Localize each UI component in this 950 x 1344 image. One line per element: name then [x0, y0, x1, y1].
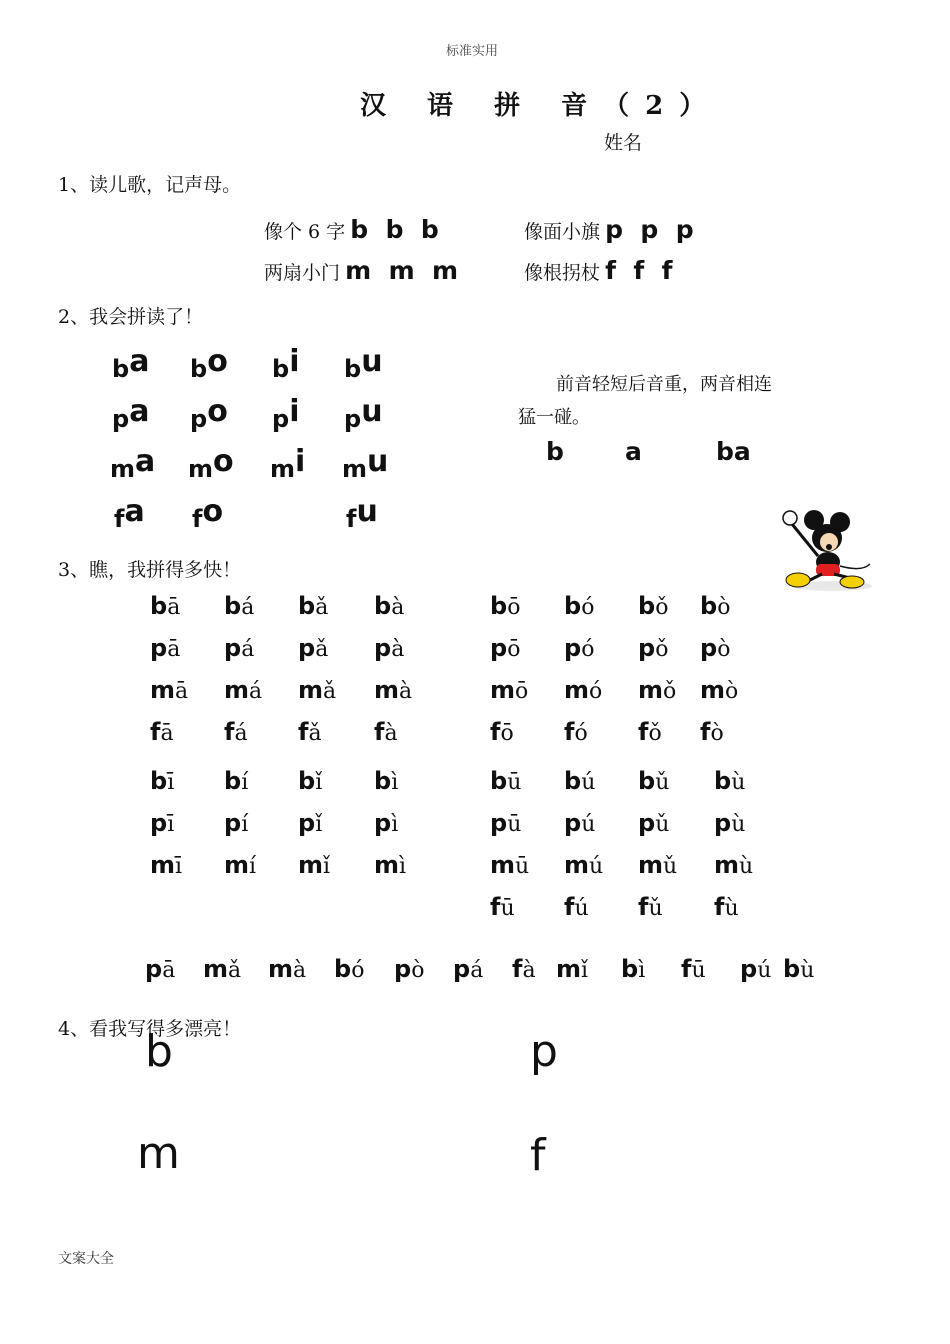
mickey-mouse-image [770, 502, 880, 594]
tone-syllable: pǎ [298, 634, 329, 662]
spelling-rule-line-1: 前音轻短后音重，两音相连 [556, 374, 772, 395]
tone-syllable: bǒ [638, 592, 669, 620]
tone-syllable: pǒ [638, 634, 669, 662]
tone-syllable: pá [224, 634, 255, 662]
syllable: bu [344, 344, 383, 383]
tone-syllable: mū [490, 851, 530, 879]
tone-syllable: bù [714, 767, 746, 795]
tone-syllable: mà [374, 676, 413, 704]
rhyme-letters: f f f [605, 256, 673, 285]
tone-syllable: mō [490, 676, 529, 704]
tone-syllable: mǎ [298, 676, 337, 704]
syllable: po [190, 394, 228, 433]
tone-syllable: mǔ [638, 851, 678, 879]
tone-syllable: bú [564, 767, 596, 795]
rhyme-row [524, 215, 694, 244]
tone-syllable: bò [700, 592, 731, 620]
page-title: 汉 语 拼 音（2） [360, 91, 722, 121]
page-header: 标准实用 [446, 44, 499, 59]
tone-syllable: bǎ [298, 592, 329, 620]
mixed-syllable: pā [145, 955, 176, 983]
tone-syllable: fá [224, 718, 248, 746]
mixed-syllable: pò [394, 955, 425, 983]
tone-syllable: mī [150, 851, 183, 879]
mixed-syllable: bó [334, 955, 365, 983]
mixed-syllable: pú [740, 955, 772, 983]
tone-syllable: fù [714, 893, 739, 921]
tone-syllable: mú [564, 851, 604, 879]
mixed-syllable: mǎ [203, 955, 242, 983]
tone-syllable: pó [564, 634, 595, 662]
rhyme-row [264, 215, 439, 244]
syllable: bi [272, 344, 300, 383]
writing-letter-p: p [530, 1026, 558, 1077]
tone-syllable: fū [490, 893, 515, 921]
section-1-heading: 1、读儿歌，记声母。 [58, 174, 242, 196]
syllable: fa [114, 494, 145, 533]
tone-syllable: pí [224, 809, 249, 837]
mixed-syllable: fà [512, 955, 536, 983]
tone-syllable: pò [700, 634, 731, 662]
tone-syllable: fò [700, 718, 724, 746]
tone-syllable: bó [564, 592, 595, 620]
name-label: 姓名 [604, 132, 643, 154]
rhyme-letters: m m m [345, 256, 459, 285]
syllable: ba [112, 344, 150, 383]
syllable: pi [272, 394, 300, 433]
syllable: mu [342, 444, 389, 483]
rhyme-letters: b b b [350, 215, 439, 244]
mixed-syllable: bù [783, 955, 815, 983]
mixed-syllable: fū [681, 955, 706, 983]
writing-letter-f: f [530, 1130, 546, 1181]
section-4-heading: 4、看我写得多漂亮！ [58, 1018, 242, 1040]
tone-syllable: fó [564, 718, 588, 746]
rhyme-text: 像个 6 字 [264, 221, 346, 243]
tone-syllable: pī [150, 809, 175, 837]
syllable: pa [112, 394, 150, 433]
tone-syllable: bī [150, 767, 175, 795]
tone-syllable: mò [700, 676, 739, 704]
tone-syllable: bá [224, 592, 255, 620]
tone-syllable: pā [150, 634, 181, 662]
tone-syllable: fā [150, 718, 174, 746]
demo-syllable: ba [716, 437, 751, 466]
tone-syllable: fō [490, 718, 514, 746]
syllable: pu [344, 394, 383, 433]
section-3-heading: 3、瞧，我拼得多快！ [58, 559, 242, 581]
tone-syllable: mā [150, 676, 189, 704]
rhyme-text: 像根拐杖 [524, 262, 601, 284]
tone-syllable: pì [374, 809, 399, 837]
tone-syllable: bì [374, 767, 399, 795]
rhyme-text: 两扇小门 [264, 262, 341, 284]
tone-syllable: má [224, 676, 263, 704]
tone-syllable: bō [490, 592, 521, 620]
tone-syllable: mì [374, 851, 407, 879]
tone-syllable: pú [564, 809, 596, 837]
tone-syllable: bí [224, 767, 249, 795]
tone-syllable: fà [374, 718, 398, 746]
tone-syllable: bà [374, 592, 405, 620]
rhyme-letters: p p p [605, 215, 694, 244]
writing-letter-m: m [137, 1128, 180, 1179]
syllable: fu [346, 494, 378, 533]
tone-syllable: mí [224, 851, 257, 879]
tone-syllable: pǔ [638, 809, 670, 837]
tone-syllable: pō [490, 634, 521, 662]
tone-syllable: fú [564, 893, 589, 921]
section-2-heading: 2、我会拼读了！ [58, 306, 204, 328]
tone-syllable: fǎ [298, 718, 322, 746]
syllable: mi [270, 444, 306, 483]
tone-syllable: bā [150, 592, 181, 620]
syllable: fo [192, 494, 224, 533]
tone-syllable: mó [564, 676, 603, 704]
tone-syllable: mǐ [298, 851, 331, 879]
tone-syllable: pū [490, 809, 522, 837]
tone-syllable: pǐ [298, 809, 323, 837]
rhyme-row [264, 256, 458, 285]
syllable: ma [110, 444, 156, 483]
tone-syllable: bǔ [638, 767, 670, 795]
writing-letter-b: b [145, 1026, 173, 1077]
tone-syllable: pù [714, 809, 746, 837]
mixed-syllable: bì [621, 955, 646, 983]
page-footer: 文案大全 [58, 1251, 114, 1267]
syllable: bo [190, 344, 228, 383]
syllable: mo [188, 444, 234, 483]
demo-initial: b [546, 437, 564, 466]
tone-syllable: fǒ [638, 718, 662, 746]
rhyme-text: 像面小旗 [524, 221, 601, 243]
demo-final: a [625, 437, 642, 466]
mixed-syllable: mà [268, 955, 307, 983]
tone-syllable: bū [490, 767, 522, 795]
tone-syllable: mù [714, 851, 754, 879]
mixed-syllable: pá [453, 955, 484, 983]
tone-syllable: mǒ [638, 676, 677, 704]
rhyme-row [524, 256, 673, 285]
tone-syllable: bǐ [298, 767, 323, 795]
tone-syllable: pà [374, 634, 405, 662]
mixed-syllable: mǐ [556, 955, 589, 983]
spelling-rule-line-2: 猛一碰。 [518, 407, 590, 428]
tone-syllable: fǔ [638, 893, 663, 921]
